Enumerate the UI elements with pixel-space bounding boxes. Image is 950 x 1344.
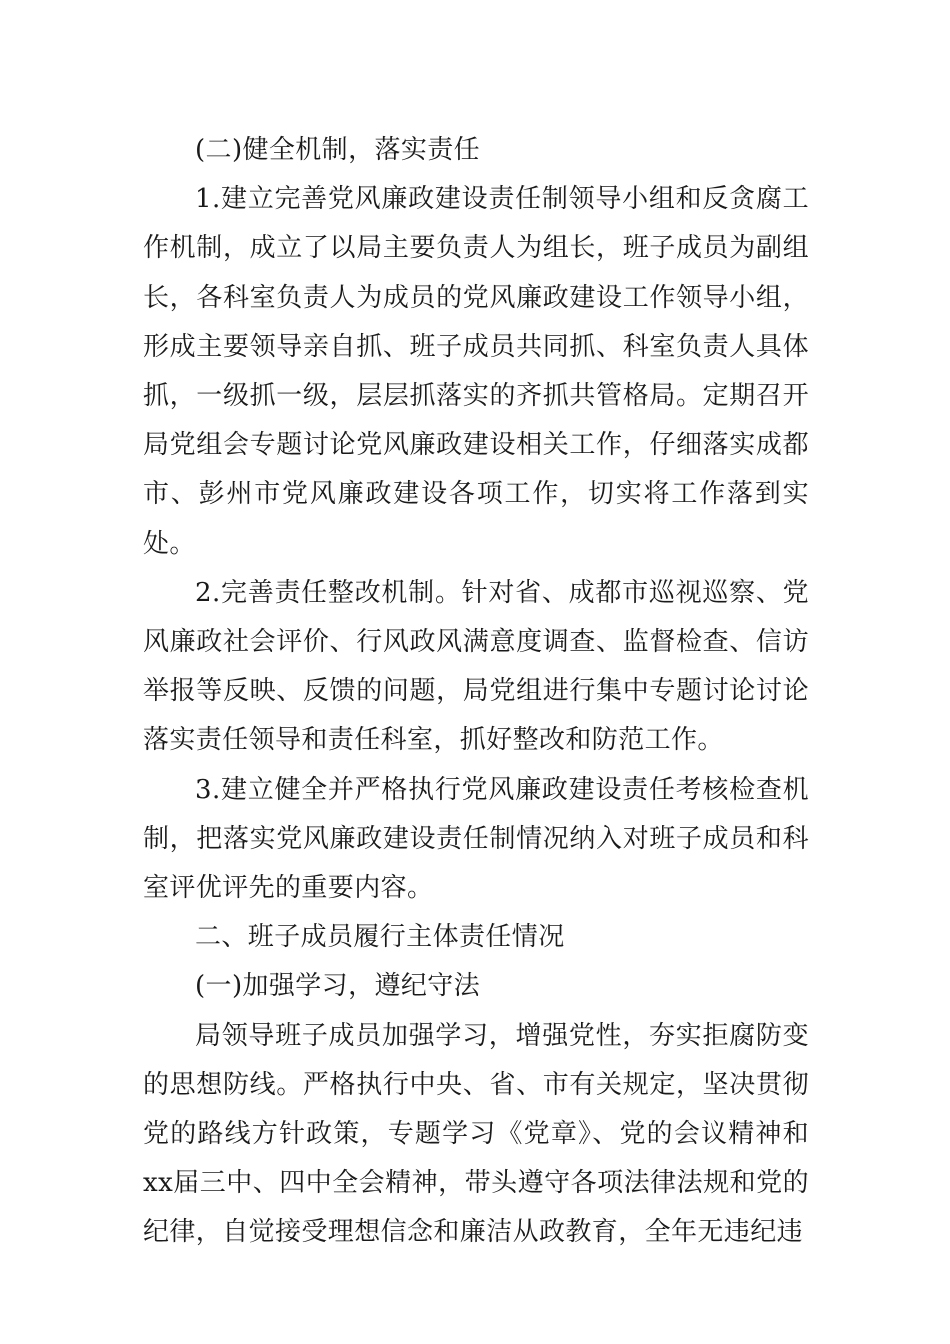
paragraph-item-1: 1.建立完善党风廉政建设责任制领导小组和反贪腐工作机制，成立了以局主要负责人为组长，班子成员为副组长，各科室负责人为成员的党风廉政建设工作领导小组，形成主要领导亲自抓、班子成员共同抓、科室负责人具体抓，一级抓一级，层层抓落实的齐抓共管格局。定期召开局党组会专题讨论党风廉政建设相关工作，仔细落实成都市、彭州市党风廉政建设各项工作，切实将工作落到实处。 (143, 184, 809, 559)
document-body (143, 126, 809, 1258)
paragraph-study: 局领导班子成员加强学习，增强党性，夯实拒腐防变的思想防线。严格执行中央、省、市有关规定，坚决贯彻党的路线方针政策，专题学习《党章》、党的会议精神和xx届三中、四中全会精神，带头遵守各项法律法规和党的纪律，自觉接受理想信念和廉洁从政教育，全年无违纪违 (143, 1020, 809, 1248)
subsection-heading-study: (一)加强学习，遵纪守法 (195, 971, 481, 1002)
paragraph-item-2: 2.完善责任整改机制。针对省、成都市巡视巡察、党风廉政社会评价、行风政风满意度调查、监督检查、信访举报等反映、反馈的问题，局党组进行集中专题讨论讨论落实责任领导和责任科室，抓好整改和防范工作。 (143, 577, 809, 756)
section-heading-mechanism: (二)健全机制，落实责任 (195, 135, 481, 165)
paragraph-item-3: 3.建立健全并严格执行党风廉政建设责任考核检查机制，把落实党风廉政建设责任制情况纳入对班子成员和科室评优评先的重要内容。 (143, 774, 809, 904)
section-heading-responsibility: 二、班子成员履行主体责任情况 (195, 922, 565, 953)
